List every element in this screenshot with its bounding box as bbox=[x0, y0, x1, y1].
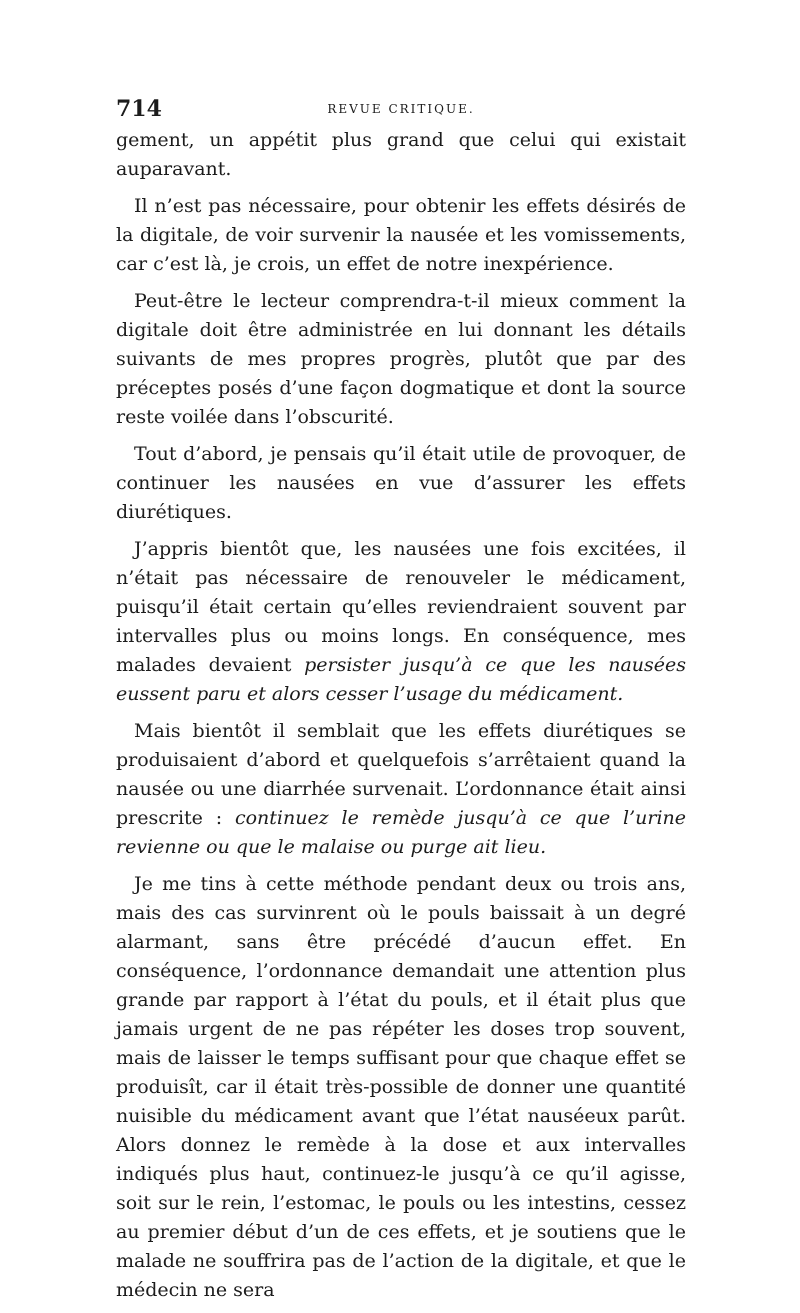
paragraph bbox=[116, 126, 686, 184]
paragraph bbox=[116, 287, 686, 432]
page-number: 714 bbox=[116, 96, 162, 122]
paragraph bbox=[116, 717, 686, 862]
paragraph-text: J’appris bientôt que, les nausées une fois excitées, il n’était pas nécessaire de renouveler le médicament, puisqu’il était certain qu’elles reviendraient souvent par intervalles plus ou moins longs. En conséquence, mes malades devaient bbox=[116, 538, 686, 676]
paragraph-text: Je me tins à cette méthode pendant deux ou trois ans, mais des cas survinrent où le pouls baissait à un degré alarmant, sans être précédé d’aucun effet. En conséquence, l’ordonnance demandait une attention plus grande par rapport à l’état du pouls, et il était plus que jamais urgent de ne pas répéter les doses trop souvent, mais de laisser le temps suffisant pour que chaque effet se produisît, car il était très-possible de donner une quantité nuisible du médicament avant que l’état nauséeux parût. Alors donnez le remède à la dose et aux intervalles indiqués plus haut, continuez-le jusqu’à ce qu’il agisse, soit sur le rein, l’estomac, le pouls ou les intestins, cessez au premier début d’un de ces effets, et je soutiens que le malade ne souffrira pas de l’action de la digitale, et que le médecin ne sera bbox=[116, 873, 686, 1301]
paragraph-text: Tout d’abord, je pensais qu’il était utile de provoquer, de continuer les nausées en vue d’assurer les effets diurétiques. bbox=[116, 443, 686, 523]
paragraph-text: gement, un appétit plus grand que celui qui existait auparavant. bbox=[116, 129, 686, 180]
paragraph bbox=[116, 192, 686, 279]
paragraph bbox=[116, 440, 686, 527]
emphasized-text: continuez le remède jusqu’à ce que l’urine revienne ou que le malaise ou purge ait lieu. bbox=[116, 807, 686, 858]
body-text bbox=[116, 126, 686, 1313]
page-header bbox=[116, 96, 686, 124]
paragraph bbox=[116, 870, 686, 1305]
paragraph-text: Peut-être le lecteur comprendra-t-il mieux comment la digitale doit être administrée en lui donnant les détails suivants de mes propres progrès, plutôt que par des préceptes posés d’une façon dogmatique et dont la source reste voilée dans l’obscurité. bbox=[116, 290, 686, 428]
paragraph bbox=[116, 535, 686, 709]
paragraph-text: Mais bientôt il semblait que les effets diurétiques se produisaient d’abord et quelquefois s’arrêtaient quand la nausée ou une diarrhée survenait. L’ordonnance était ainsi prescrite : bbox=[116, 720, 686, 829]
running-title: REVUE CRITIQUE. bbox=[327, 102, 475, 116]
emphasized-text: persister jusqu’à ce que les nausées eussent paru et alors cesser l’usage du médicament. bbox=[116, 654, 686, 705]
paragraph-text: Il n’est pas nécessaire, pour obtenir les effets désirés de la digitale, de voir survenir la nausée et les vomissements, car c’est là, je crois, un effet de notre inexpérience. bbox=[116, 195, 686, 275]
